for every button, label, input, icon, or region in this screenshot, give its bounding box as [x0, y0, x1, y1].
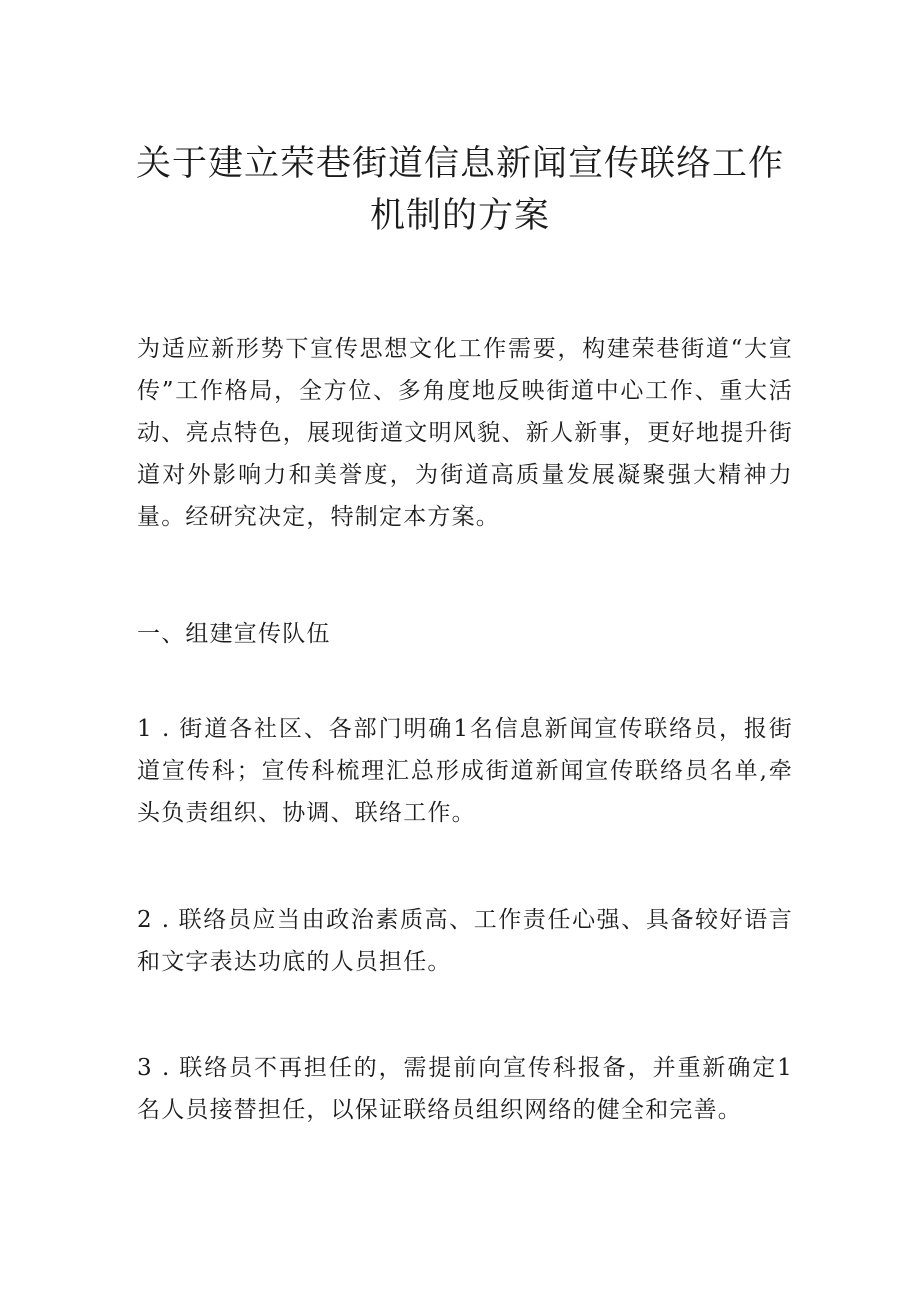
item-number: 2 . — [137, 907, 171, 933]
item-text: 联络员不再担任的，需提前向宣传科报备，并重新确定1名人员接替担任，以保证联络员组织网络的健全和完善。 — [137, 1055, 793, 1123]
intro-paragraph: 为适应新形势下宣传思想文化工作需要，构建荣巷街道“大宣传”工作格局，全方位、多角度地反映街道中心工作、重大活动、亮点特色，展现街道文明风貌、新人新事，更好地提升街道对外影响力和美誉度，为街道高质量发展凝聚强大精神力量。经研究决定，特制定本方案。 — [137, 336, 793, 530]
item-text: 联络员应当由政治素质高、工作责任心强、具备较好语言和文字表达功底的人员担任。 — [137, 907, 794, 975]
title-line-2: 机制的方案 — [369, 196, 550, 236]
item-number: 3 . — [137, 1055, 171, 1081]
section-heading: 一、组建宣传队伍 — [137, 621, 331, 647]
list-item-2 — [137, 899, 793, 983]
document-title — [100, 138, 820, 242]
item-text: 街道各社区、各部门明确1名信息新闻宣传联络员，报街道宣传科；宣传科梳理汇总形成街道新闻宣传联络员名单,牵头负责组织、协调、联络工作。 — [137, 716, 793, 826]
item-number: 1 . — [137, 716, 171, 742]
list-item-1 — [137, 708, 793, 834]
title-line-1: 关于建立荣巷街道信息新闻宣传联络工作 — [135, 144, 784, 184]
list-item-3 — [137, 1047, 793, 1131]
